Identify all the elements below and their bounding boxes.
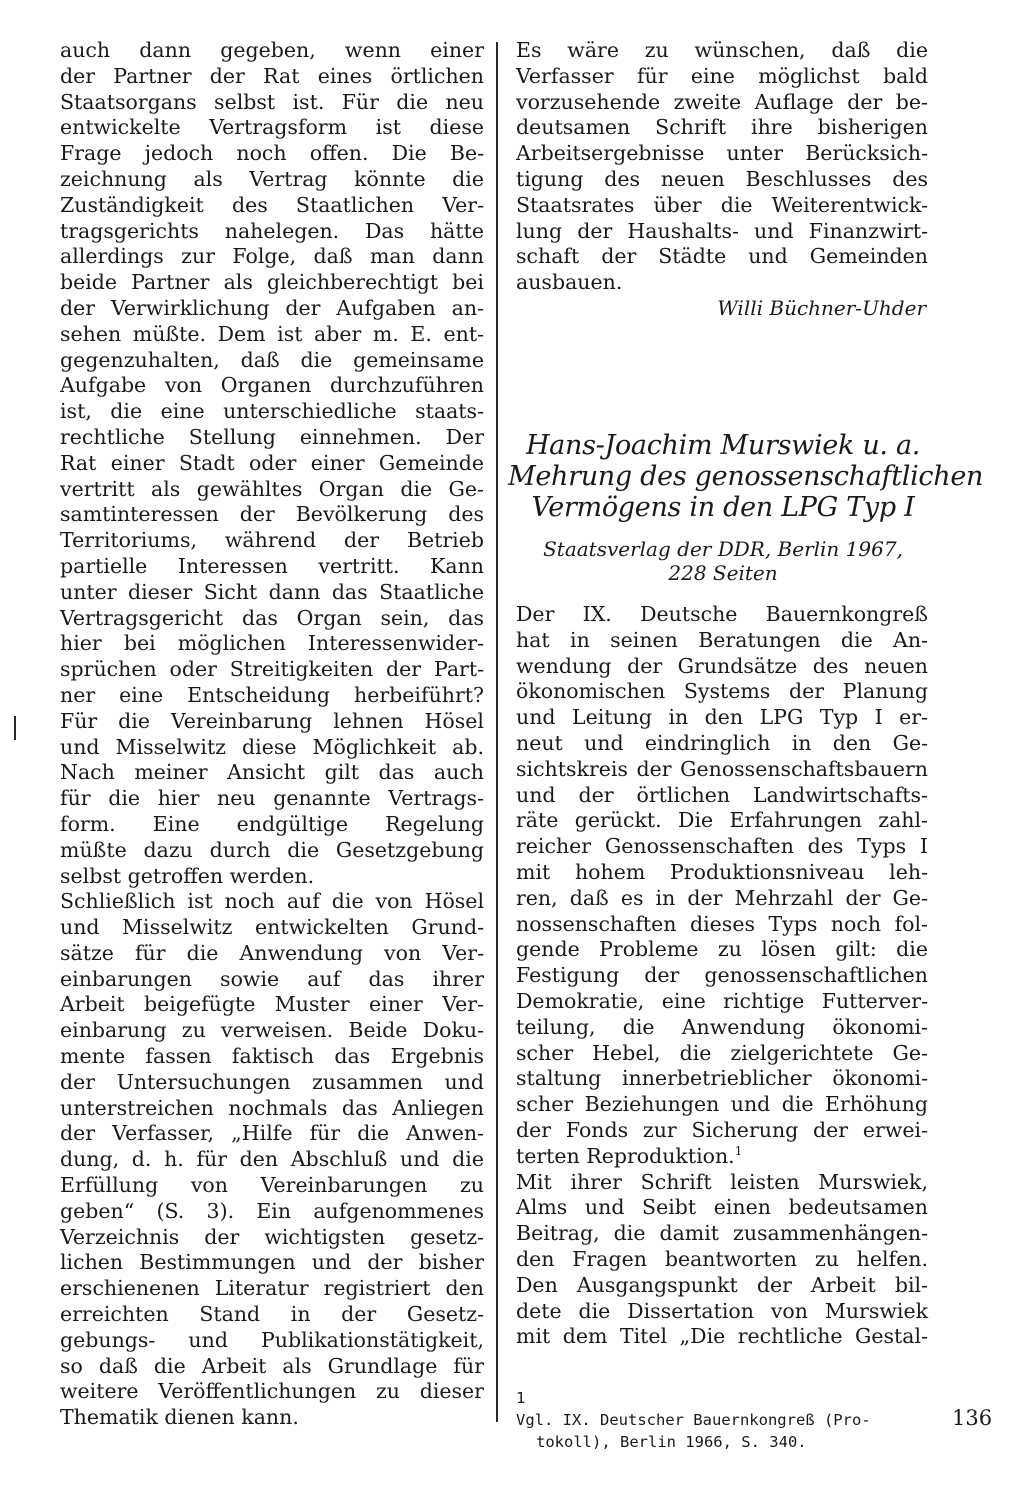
right-column-top [516, 38, 928, 296]
text-line: samtinteressen der Bevölkerung des [60, 502, 484, 527]
text-line-content: terten Reproduktion. [516, 1143, 735, 1168]
text-line: Frage jedoch noch offen. Die Be- [60, 141, 484, 166]
text-line: lung der Haushalts- und Finanzwirt- [516, 218, 928, 243]
footnote-line [516, 1387, 936, 1431]
text-line: reicher Genossenschaften des Typs I [516, 834, 928, 859]
text-line: Aufgabe von Organen durchzuführen [60, 373, 484, 398]
text-line: tragsgerichts nahelegen. Das hätte [60, 218, 484, 243]
text-line: der Verfasser, „Hilfe für die Anwen- [60, 1121, 484, 1146]
footnote [516, 1387, 936, 1453]
text-line: gegenzuhalten, daß die gemeinsame [60, 347, 484, 372]
text-line: neut und eindringlich in den Ge- [516, 730, 928, 755]
text-line: schaft der Städte und Gemeinden [516, 244, 928, 269]
text-line: der Untersuchungen zusammen und [60, 1069, 484, 1094]
text-line: vorzusehende zweite Auflage der be- [516, 89, 928, 114]
text-line: gebungs- und Publikationstätigkeit, [60, 1327, 484, 1352]
text-line: und Leitung in den LPG Typ I er- [516, 705, 928, 730]
text-line: sprüchen oder Streitigkeiten der Part- [60, 657, 484, 682]
text-line: Schließlich ist noch auf die von Hösel [60, 889, 484, 914]
text-line: form. Eine endgültige Regelung [60, 811, 484, 836]
text-line: mente fassen faktisch das Ergebnis [60, 1044, 484, 1069]
text-line: selbst getroffen werden. [60, 863, 315, 888]
text-line: und Misselwitz diese Möglichkeit ab. [60, 734, 484, 759]
footnote-line: tokoll), Berlin 1966, S. 340. [536, 1433, 807, 1451]
text-line: Mit ihrer Schrift leisten Murswiek, [516, 1169, 928, 1194]
text-line: staltung innerbetrieblicher ökonomi- [516, 1066, 928, 1091]
text-line: sätze für die Anwendung von Ver- [60, 940, 484, 965]
text-line: der Verwirklichung der Aufgaben an- [60, 295, 484, 320]
text-line: dete die Dissertation von Murswiek [516, 1298, 928, 1323]
text-line: gende Probleme zu lösen gilt: die [516, 937, 928, 962]
text-line: Arbeitsergebnisse unter Berücksich- [516, 141, 928, 166]
text-line: zeichnung als Vertrag könnte die [60, 166, 484, 191]
text-line: der Fonds zur Sicherung der erwei- [516, 1117, 928, 1142]
text-line: Nach meiner Ansicht gilt das auch [60, 760, 484, 785]
text-line: Der IX. Deutsche Bauernkongreß [516, 602, 928, 626]
text-line: Rat einer Stadt oder einer Gemeinde [60, 450, 484, 475]
text-line: ökonomischen Systems der Planung [516, 679, 928, 704]
text-line: Festigung der genossenschaftlichen [516, 963, 928, 988]
text-line: dung, d. h. für den Abschluß und die [60, 1147, 484, 1172]
text-line: einbarungen sowie auf das ihrer [60, 966, 484, 991]
text-line: und Misselwitz entwickelten Grund- [60, 915, 484, 940]
text-line: auch dann gegeben, wenn einer [60, 38, 484, 62]
text-line: Verzeichnis der wichtigsten gesetz- [60, 1224, 484, 1249]
right-column-body [516, 602, 928, 1350]
page-number: 136 [952, 1406, 993, 1430]
text-line: einbarung zu verweisen. Beide Doku- [60, 1018, 484, 1043]
text-line: Thematik dienen kann. [60, 1405, 299, 1430]
text-line: und der örtlichen Landwirtschafts- [516, 782, 928, 807]
author-signature: Willi Büchner-Uhder [717, 296, 926, 320]
text-line: so daß die Arbeit als Grundlage für [60, 1353, 484, 1378]
text-line: deutsamen Schrift ihre bisherigen [516, 115, 928, 140]
text-line: allerdings zur Folge, daß man dann [60, 244, 484, 269]
text-line: sehen müßte. Dem ist aber m. E. ent- [60, 321, 484, 346]
text-line: der Partner der Rat eines örtlichen [60, 63, 484, 88]
text-line: Arbeit beigefügte Muster einer Ver- [60, 992, 484, 1017]
text-line: Verfasser für eine möglichst bald [516, 63, 928, 88]
publication-info [508, 537, 938, 585]
text-line: lichen Bestimmungen und der bisher [60, 1250, 484, 1275]
footnote-text: Vgl. IX. Deutscher Bauernkongreß (Pro- [516, 1411, 871, 1429]
text-line: ausbauen. [516, 270, 623, 295]
text-line: Beitrag, die damit zusammenhängen- [516, 1221, 928, 1246]
text-line: mit dem Titel „Die rechtliche Gestal- [516, 1324, 928, 1349]
text-line: erreichten Stand in der Gesetz- [60, 1302, 484, 1327]
text-line: scher Hebel, die zielgerichtete Ge- [516, 1040, 928, 1065]
text-line: partielle Interessen vertritt. Kann [60, 553, 484, 578]
text-line: Vertragsgericht das Organ sein, das [60, 605, 484, 630]
text-line: Staatsorgans selbst ist. Für die neu [60, 89, 484, 114]
text-line: Erfüllung von Vereinbarungen zu [60, 1173, 484, 1198]
page-count: 228 Seiten [668, 561, 778, 585]
text-line: scher Beziehungen und die Erhöhung [516, 1092, 928, 1117]
text-line: rechtliche Stellung einnehmen. Der [60, 424, 484, 449]
text-line: Demokratie, eine richtige Futterver- [516, 988, 928, 1013]
margin-mark [14, 716, 16, 740]
text-line: Für die Vereinbarung lehnen Hösel [60, 708, 484, 733]
text-line: tigung des neuen Beschlusses des [516, 166, 928, 191]
text-line: geben“ (S. 3). Ein aufgenommenes [60, 1198, 484, 1223]
text-line: unterstreichen nochmals das Anliegen [60, 1095, 484, 1120]
text-line: Alms und Seibt einen bedeutsamen [516, 1195, 928, 1220]
text-line: hier bei möglichen Interessenwider- [60, 631, 484, 656]
review-title-line: Vermögens in den LPG Typ I [531, 492, 915, 523]
text-line: nossenschaften dieses Typs noch fol- [516, 911, 928, 936]
text-line: beide Partner als gleichberechtigt bei [60, 270, 484, 295]
text-line: Es wäre zu wünschen, daß die [516, 38, 928, 62]
footnote-reference: 1 [734, 1143, 743, 1158]
text-line: ner eine Entscheidung herbeiführt? [60, 682, 484, 707]
text-line: teilung, die Anwendung ökonomi- [516, 1014, 928, 1039]
text-line: Den Ausgangspunkt der Arbeit bil- [516, 1272, 928, 1297]
text-line: vertritt als gewähltes Organ die Ge- [60, 476, 484, 501]
publisher: Staatsverlag der DDR, Berlin 1967, [543, 537, 903, 561]
text-line: räte gerückt. Die Erfahrungen zahl- [516, 808, 928, 833]
text-line [516, 1144, 928, 1170]
text-line: ist, die eine unterschiedliche staats- [60, 399, 484, 424]
text-line: erschienenen Literatur registriert den [60, 1276, 484, 1301]
review-heading [508, 430, 984, 523]
text-line: den Fragen beantworten zu helfen. [516, 1246, 928, 1271]
footnote-marker: 1 [516, 1389, 526, 1407]
text-line: wendung der Grundsätze des neuen [516, 653, 928, 678]
text-line: mit hohem Produktionsniveau leh- [516, 859, 928, 884]
text-line: entwickelte Vertragsform ist diese [60, 115, 484, 140]
review-author: Hans-Joachim Murswiek u. a. [525, 430, 921, 461]
text-line: weitere Veröffentlichungen zu dieser [60, 1379, 484, 1404]
review-title-line: Mehrung des genossenschaftlichen [508, 461, 984, 492]
text-line: Territoriums, während der Betrieb [60, 528, 484, 553]
text-line: unter dieser Sicht dann das Staatliche [60, 579, 484, 604]
text-line: sichtskreis der Genossenschaftsbauern [516, 756, 928, 781]
text-line: ren, daß es in der Mehrzahl der Ge- [516, 885, 928, 910]
text-line: für die hier neu genannte Vertrags- [60, 786, 484, 811]
left-column [60, 38, 484, 1431]
column-separator-line [496, 42, 498, 1422]
text-line: Zuständigkeit des Staatlichen Ver- [60, 192, 484, 217]
text-line: müßte dazu durch die Gesetzgebung [60, 837, 484, 862]
text-line: hat in seinen Beratungen die An- [516, 627, 928, 652]
text-line: Staatsrates über die Weiterentwick- [516, 192, 928, 217]
